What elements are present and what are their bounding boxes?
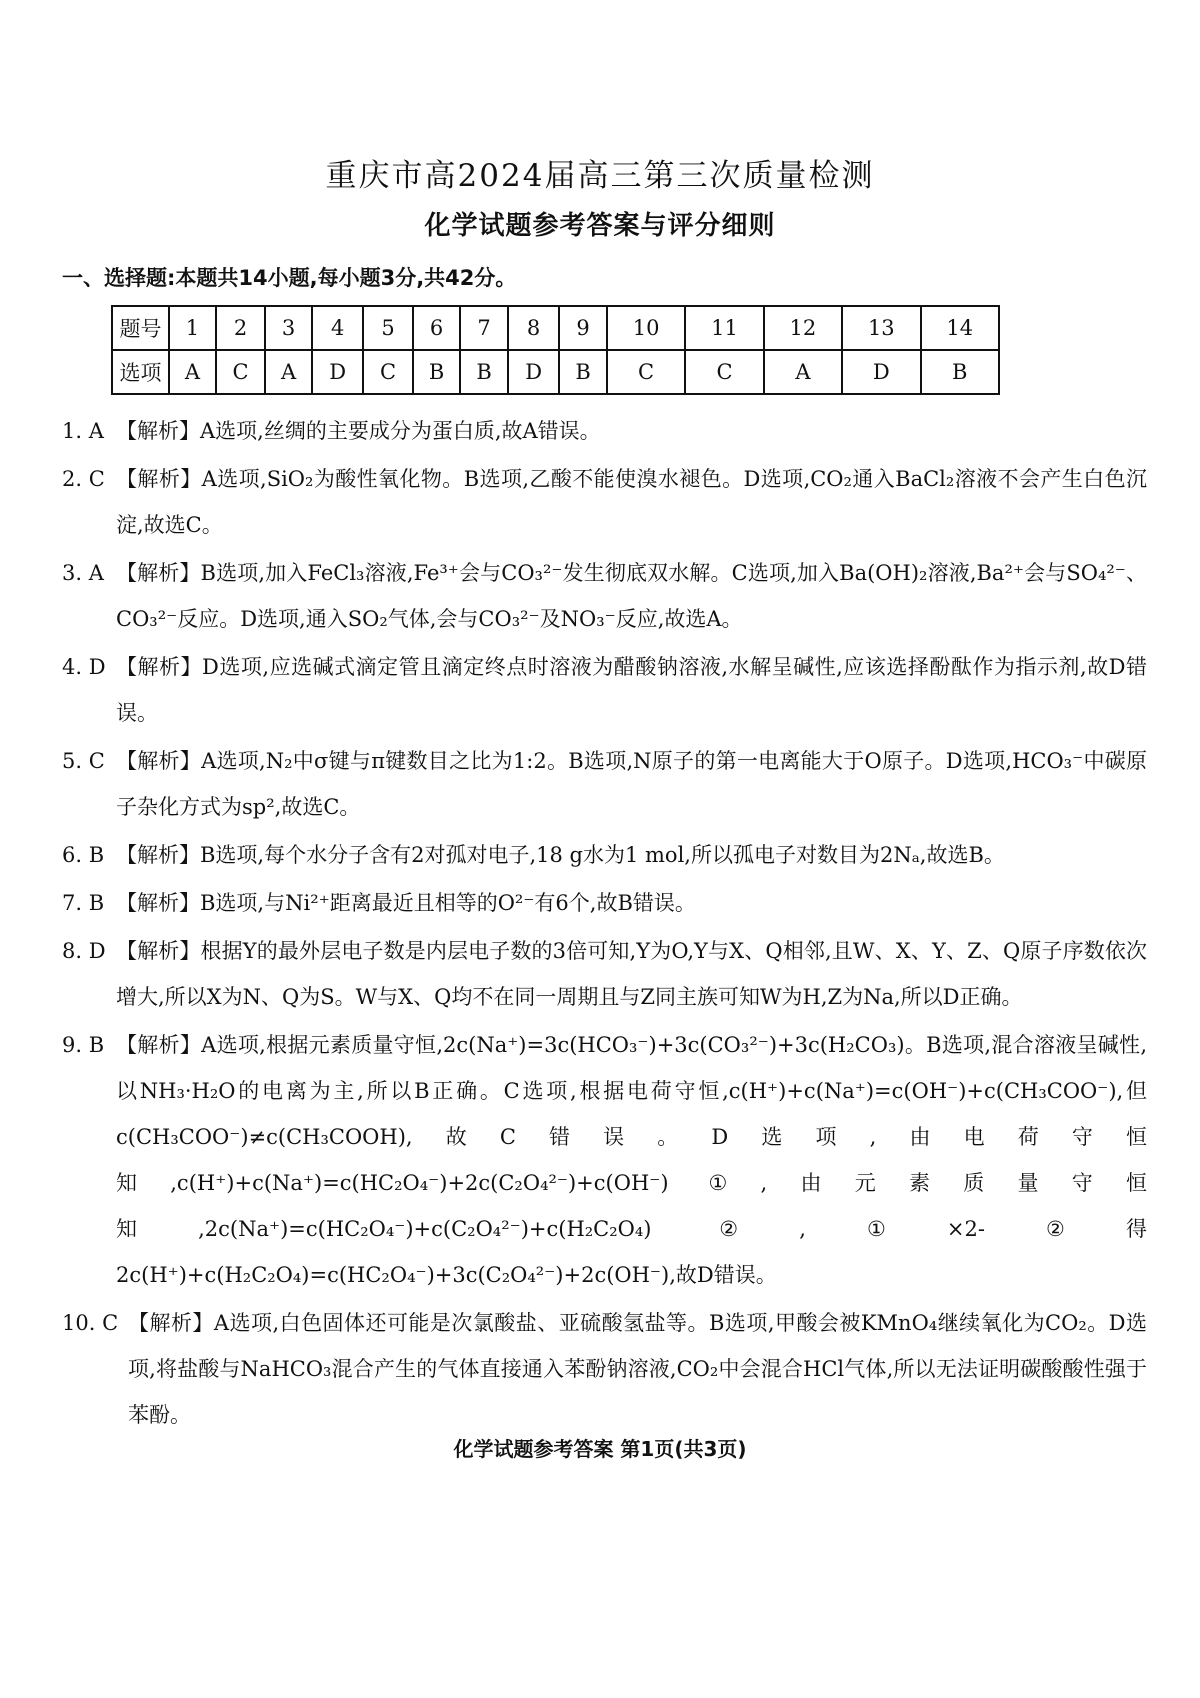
question-number-cell: 6 (413, 306, 461, 350)
item-number: 3. A (62, 561, 104, 585)
page-footer: 化学试题参考答案 第1页(共3页) (453, 1437, 747, 1461)
explanation-item (62, 832, 1147, 878)
item-text: 【解析】A选项,根据元素质量守恒,2c(Na⁺)=3c(HCO₃⁻)+3c(CO₃²⁻)+3c(H₂CO₃)。B选项,混合溶液呈碱性,以NH₃·H₂O的电离为主,所以B正确。C选项,根据电荷守恒,c(H⁺)+c(Na⁺)=c(OH⁻)+c(CH₃COO⁻),但c(CH₃COO⁻)≠c(CH₃COOH),故C错误。D选项,由电荷守恒知,c(H⁺)+c(Na⁺)=c(HC₂O₄⁻)+2c(C₂O₄²⁻)+c(OH⁻) ①,由元素质量守恒知,2c(Na⁺)=c(HC₂O₄⁻)+c(C₂O₄²⁻)+c(H₂C₂O₄) ②,①×2-②得2c(H⁺)+c(H₂C₂O₄)=c(HC₂O₄⁻)+3c(C₂O₄²⁻)+2c(OH⁻),故D错误。 (116, 1033, 1147, 1287)
explanation-item (62, 880, 1147, 926)
item-text: 【解析】D选项,应选碱式滴定管且滴定终点时溶液为醋酸钠溶液,水解呈碱性,应该选择酚酞作为指示剂,故D错误。 (116, 655, 1147, 725)
item-number: 5. C (62, 749, 105, 773)
answer-cell: C (685, 350, 763, 394)
answer-table (111, 305, 1000, 395)
answer-cell: B (559, 350, 607, 394)
answer-cell: D (508, 350, 559, 394)
explanation-item (62, 408, 1147, 454)
item-number: 4. D (62, 655, 106, 679)
answer-cell: C (363, 350, 412, 394)
item-number: 8. D (62, 939, 106, 963)
answer-table-number-row (112, 306, 999, 350)
answer-cell: A (169, 350, 216, 394)
question-number-cell: 3 (265, 306, 312, 350)
explanation-item (62, 738, 1147, 830)
item-text: 【解析】B选项,与Ni²⁺距离最近且相等的O²⁻有6个,故B错误。 (116, 891, 696, 915)
item-number: 9. B (62, 1033, 105, 1057)
item-number: 10. C (62, 1311, 119, 1335)
answer-cell: D (312, 350, 363, 394)
answer-table-answer-row (112, 350, 999, 394)
answer-cell: C (216, 350, 265, 394)
explanation-item (62, 550, 1147, 642)
question-number-cell: 5 (363, 306, 412, 350)
item-text: 【解析】A选项,N₂中σ键与π键数目之比为1:2。B选项,N原子的第一电离能大于O原子。D选项,HCO₃⁻中碳原子杂化方式为sp²,故选C。 (116, 749, 1147, 819)
document-title: 重庆市高2024届高三第三次质量检测 (325, 158, 875, 194)
document-subtitle: 化学试题参考答案与评分细则 (424, 211, 776, 241)
row-label-question-number: 题号 (112, 306, 169, 350)
question-number-cell: 1 (169, 306, 216, 350)
question-number-cell: 8 (508, 306, 559, 350)
question-number-cell: 12 (764, 306, 842, 350)
item-text: 【解析】A选项,丝绸的主要成分为蛋白质,故A错误。 (116, 419, 601, 443)
answer-cell: D (842, 350, 920, 394)
answer-cell: A (764, 350, 842, 394)
section-heading: 一、选择题:本题共14小题,每小题3分,共42分。 (62, 266, 517, 290)
question-number-cell: 13 (842, 306, 920, 350)
explanation-item (62, 1022, 1147, 1298)
question-number-cell: 9 (559, 306, 607, 350)
answer-cell: A (265, 350, 312, 394)
question-number-cell: 4 (312, 306, 363, 350)
item-number: 2. C (62, 467, 105, 491)
item-text: 【解析】根据Y的最外层电子数是内层电子数的3倍可知,Y为O,Y与X、Q相邻,且W、X、Y、Z、Q原子序数依次增大,所以X为N、Q为S。W与X、Q均不在同一周期且与Z同主族可知W为H,Z为Na,所以D正确。 (116, 939, 1147, 1009)
question-number-cell: 2 (216, 306, 265, 350)
answer-cell: C (607, 350, 685, 394)
explanation-item (62, 928, 1147, 1020)
explanation-item (62, 644, 1147, 736)
item-number: 7. B (62, 891, 105, 915)
explanation-item (62, 1300, 1147, 1438)
item-text: 【解析】A选项,白色固体还可能是次氯酸盐、亚硫酸氢盐等。B选项,甲酸会被KMnO₄继续氧化为CO₂。D选项,将盐酸与NaHCO₃混合产生的气体直接通入苯酚钠溶液,CO₂中会混合HCl气体,所以无法证明碳酸酸性强于苯酚。 (128, 1311, 1147, 1427)
item-number: 1. A (62, 419, 104, 443)
question-number-cell: 7 (460, 306, 508, 350)
explanation-list (62, 408, 1147, 1440)
explanation-item (62, 456, 1147, 548)
row-label-answer: 选项 (112, 350, 169, 394)
item-number: 6. B (62, 843, 105, 867)
answer-cell: B (921, 350, 999, 394)
item-text: 【解析】A选项,SiO₂为酸性氧化物。B选项,乙酸不能使溴水褪色。D选项,CO₂通入BaCl₂溶液不会产生白色沉淀,故选C。 (116, 467, 1147, 537)
question-number-cell: 11 (685, 306, 763, 350)
answer-cell: B (413, 350, 461, 394)
question-number-cell: 14 (921, 306, 999, 350)
answer-cell: B (460, 350, 508, 394)
item-text: 【解析】B选项,加入FeCl₃溶液,Fe³⁺会与CO₃²⁻发生彻底双水解。C选项,加入Ba(OH)₂溶液,Ba²⁺会与SO₄²⁻、CO₃²⁻反应。D选项,通入SO₂气体,会与CO₃²⁻及NO₃⁻反应,故选A。 (116, 561, 1147, 631)
item-text: 【解析】B选项,每个水分子含有2对孤对电子,18 g水为1 mol,所以孤电子对数目为2Nₐ,故选B。 (116, 843, 1005, 867)
question-number-cell: 10 (607, 306, 685, 350)
